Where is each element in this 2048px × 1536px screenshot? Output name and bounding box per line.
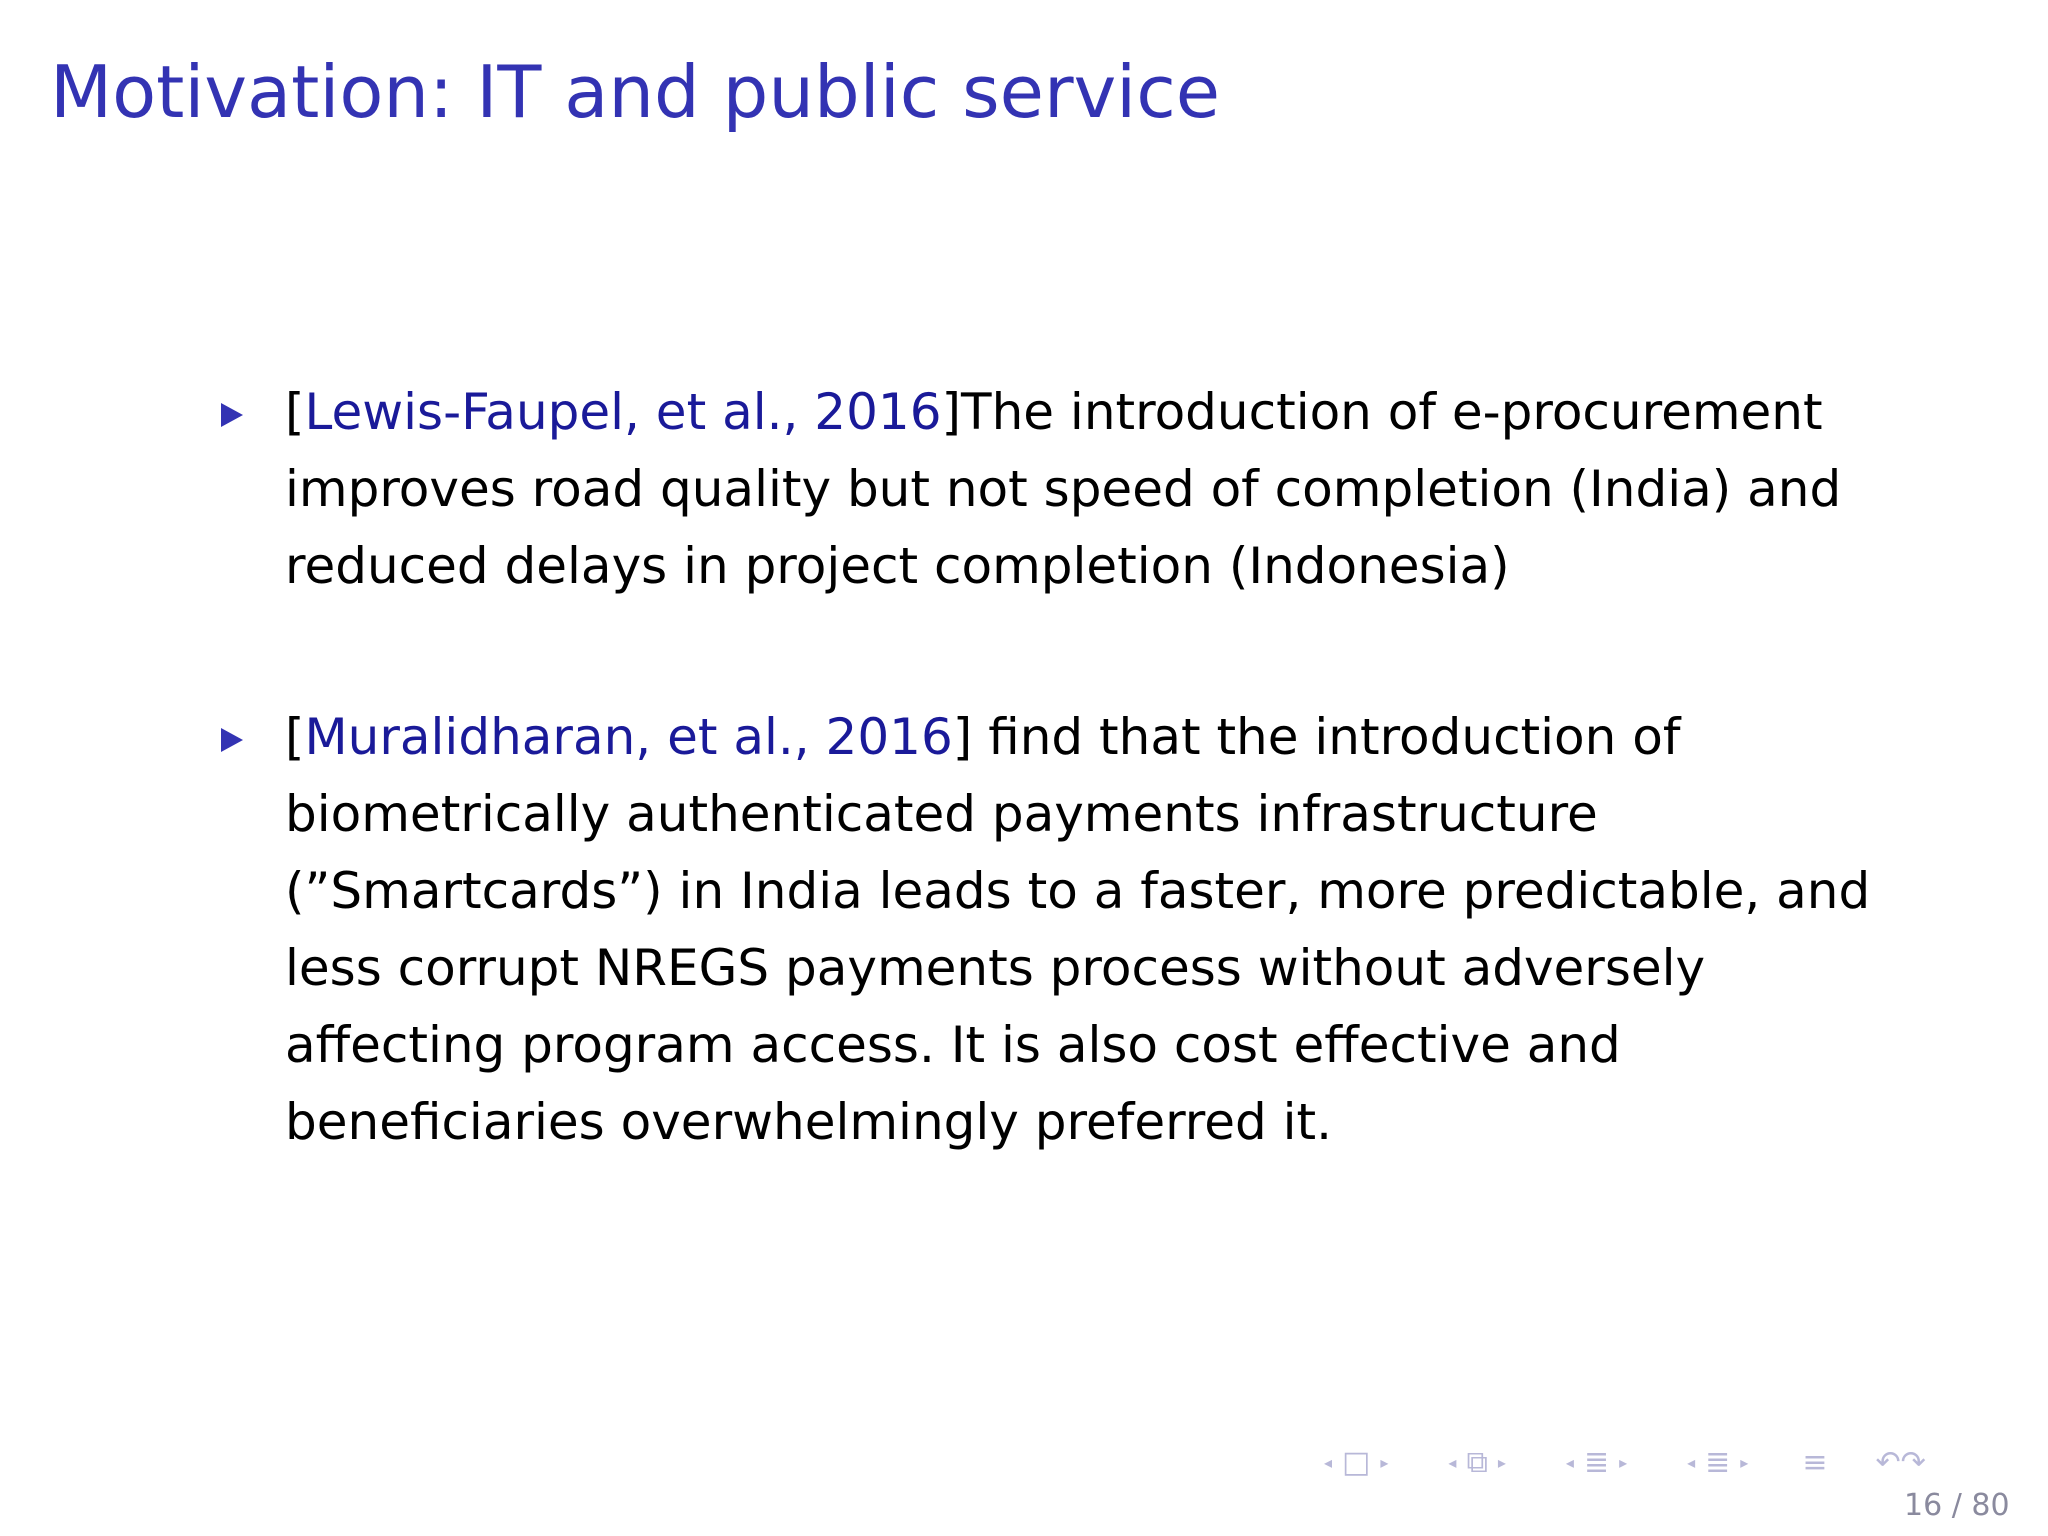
beamer-navigation-bar [1316, 1442, 1928, 1482]
subsection-icon[interactable]: ⧉ [1466, 1444, 1488, 1480]
prev-subsection-arrow-icon[interactable]: ◂ [1448, 1452, 1457, 1472]
frame-icon[interactable]: □ [1342, 1444, 1371, 1480]
page-number: 16 / 80 [1904, 1488, 2010, 1523]
citation-link[interactable]: Lewis-Faupel, et al., 2016 [304, 383, 942, 441]
item-text: find that the introduction of biometrically authenticated payments infrastructure (”Smartcards”) in India leads to a faster, more predictable, and less corrupt NREGS payments process without adversely affecting program access. It is also cost effective and beneficiaries overwhelmingly preferred it. [285, 708, 1871, 1151]
back-search-forward-icon[interactable]: ↶↷ [1875, 1444, 1926, 1480]
triangle-bullet-icon [221, 403, 243, 427]
open-bracket: [ [285, 708, 305, 766]
bullet-list [285, 374, 1925, 1161]
item-text: The introduction of e-procurement improves road quality but not speed of completion (India) and reduced delays in project completion (Indonesia) [285, 383, 1842, 595]
close-bracket: ] [941, 383, 962, 441]
prev-part-arrow-icon[interactable]: ◂ [1687, 1452, 1696, 1472]
next-subsection-arrow-icon[interactable]: ▸ [1497, 1452, 1506, 1472]
slide-title: Motivation: IT and public service [50, 50, 1221, 134]
citation-link[interactable]: Muralidharan, et al., 2016 [304, 708, 953, 766]
next-part-arrow-icon[interactable]: ▸ [1740, 1452, 1749, 1472]
list-item [285, 699, 1925, 1161]
close-bracket: ] [952, 708, 973, 766]
section-icon[interactable]: ≣ [1583, 1444, 1610, 1480]
open-bracket: [ [285, 383, 305, 441]
prev-section-arrow-icon[interactable]: ◂ [1565, 1452, 1574, 1472]
next-section-arrow-icon[interactable]: ▸ [1619, 1452, 1628, 1472]
triangle-bullet-icon [221, 728, 243, 752]
prev-frame-arrow-icon[interactable]: ◂ [1324, 1452, 1333, 1472]
part-icon[interactable]: ≣ [1705, 1444, 1731, 1480]
next-frame-arrow-icon[interactable]: ▸ [1380, 1452, 1389, 1472]
table-of-contents-icon[interactable]: ≡ [1802, 1444, 1828, 1480]
list-item [285, 374, 1925, 605]
